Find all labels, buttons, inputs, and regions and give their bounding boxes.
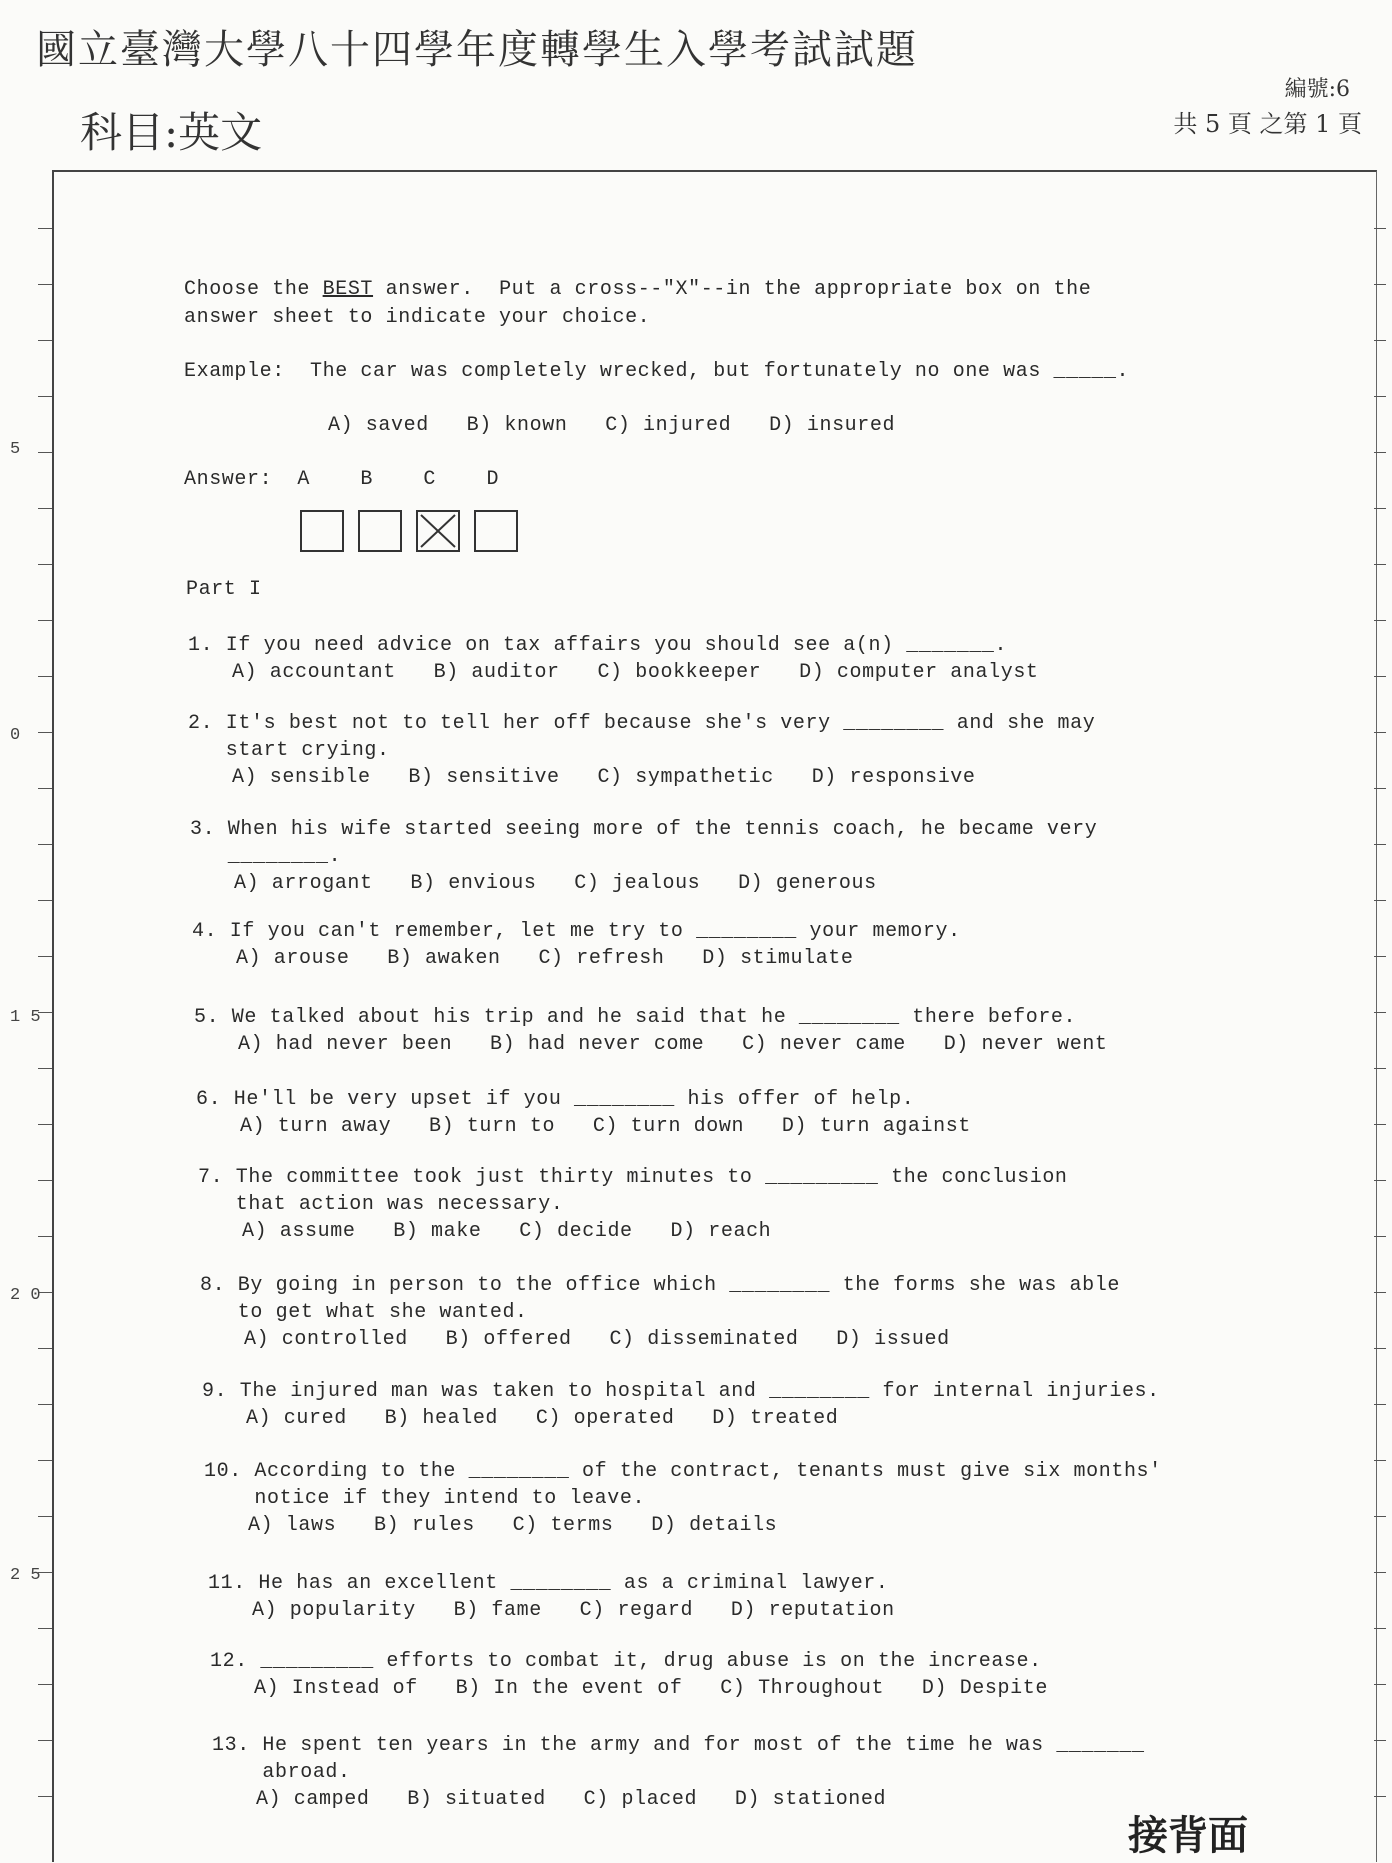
subject-label: 科目:英文 (80, 108, 263, 157)
question-text: notice if they intend to leave. (204, 1487, 646, 1510)
question-text: 7. The committee took just thirty minutes to _________ the conclusion (198, 1166, 1068, 1189)
right-tick (1374, 452, 1386, 453)
right-tick (1374, 228, 1386, 229)
question-text: 10. According to the ________ of the contract, tenants must give six months' (204, 1460, 1162, 1483)
right-tick (1374, 1572, 1386, 1573)
left-tick (38, 1740, 52, 1741)
left-tick (38, 788, 52, 789)
right-tick (1374, 1740, 1386, 1741)
left-tick (38, 1460, 52, 1461)
right-tick (1374, 1236, 1386, 1237)
right-tick (1374, 732, 1386, 733)
question-text: 1. If you need advice on tax affairs you should see a(n) _______. (188, 634, 1008, 657)
left-tick (38, 1180, 52, 1181)
right-tick (1374, 508, 1386, 509)
right-tick (1374, 1292, 1386, 1293)
right-tick (1374, 1180, 1386, 1181)
right-tick (1374, 1796, 1386, 1797)
left-tick (38, 1628, 52, 1629)
question-options: A) camped B) situated C) placed D) stationed (256, 1788, 887, 1811)
right-tick (1374, 340, 1386, 341)
right-tick (1374, 564, 1386, 565)
right-tick (1374, 1068, 1386, 1069)
question-options: A) assume B) make C) decide D) reach (242, 1220, 772, 1243)
answer-box-a (300, 510, 344, 552)
continue-on-back-note: 接背面 (1128, 1812, 1248, 1859)
left-tick (38, 1236, 52, 1237)
question-options: A) popularity B) fame C) regard D) reputation (252, 1599, 895, 1622)
answer-box-b (358, 510, 402, 552)
left-tick (38, 1404, 52, 1405)
question-options: A) laws B) rules C) terms D) details (248, 1514, 778, 1537)
exam-code: 編號:6 (1284, 77, 1350, 102)
question-text: 4. If you can't remember, let me try to ________ your memory. (192, 920, 961, 943)
question-text: to get what she wanted. (200, 1301, 528, 1324)
right-tick (1374, 1124, 1386, 1125)
question-text: abroad. (212, 1761, 351, 1784)
instructions-line-2: answer sheet to indicate your choice. (184, 306, 651, 329)
question-options: A) Instead of B) In the event of C) Throughout D) Despite (254, 1677, 1048, 1700)
right-tick (1374, 844, 1386, 845)
line-number-5: 5 (10, 440, 21, 459)
left-tick (38, 452, 52, 453)
question-text: 13. He spent ten years in the army and for most of the time he was _______ (212, 1734, 1145, 1757)
left-tick (38, 1124, 52, 1125)
left-tick (38, 1068, 52, 1069)
example-answer-label: Answer: A B C D (184, 468, 500, 491)
right-tick (1374, 396, 1386, 397)
answer-box-c (416, 510, 460, 552)
best-emphasis: BEST (322, 278, 374, 301)
left-tick (38, 1516, 52, 1517)
question-options: A) cured B) healed C) operated D) treated (246, 1407, 839, 1430)
question-options: A) had never been B) had never come C) never came D) never went (238, 1033, 1108, 1056)
question-options: A) arouse B) awaken C) refresh D) stimulate (236, 947, 854, 970)
line-number-15: 1 5 (10, 1008, 41, 1027)
left-tick (38, 564, 52, 565)
cross-mark-icon (418, 512, 458, 550)
question-options: A) accountant B) auditor C) bookkeeper D) computer analyst (232, 661, 1039, 684)
question-text: start crying. (188, 739, 390, 762)
right-tick (1374, 620, 1386, 621)
line-number-20: 2 0 (10, 1286, 41, 1305)
question-text: 2. It's best not to tell her off because she's very ________ and she may (188, 712, 1096, 735)
left-tick (38, 284, 52, 285)
instructions-line-1: Choose the BEST answer. Put a cross--"X"--in the appropriate box on the (184, 278, 1092, 301)
question-options: A) controlled B) offered C) disseminated D) issued (244, 1328, 950, 1351)
question-options: A) sensible B) sensitive C) sympathetic D) responsive (232, 766, 976, 789)
question-text: 11. He has an excellent ________ as a criminal lawyer. (208, 1572, 889, 1595)
left-tick (38, 844, 52, 845)
left-tick (38, 340, 52, 341)
right-tick (1374, 1628, 1386, 1629)
part-label: Part I (186, 578, 262, 601)
example-options: A) saved B) known C) injured D) insured (328, 414, 896, 437)
example-question: Example: The car was completely wrecked, but fortunately no one was _____. (184, 360, 1130, 383)
page-count: 共 5 頁 之第 1 頁 (1173, 110, 1362, 138)
right-tick (1374, 1404, 1386, 1405)
right-tick (1374, 1516, 1386, 1517)
question-text: 3. When his wife started seeing more of the tennis coach, he became very (190, 818, 1098, 841)
left-tick (38, 732, 52, 733)
right-tick (1374, 1348, 1386, 1349)
question-text: 8. By going in person to the office which ________ the forms she was able (200, 1274, 1120, 1297)
question-text: ________. (190, 845, 342, 868)
left-tick (38, 620, 52, 621)
right-tick (1374, 1460, 1386, 1461)
left-tick (38, 1348, 52, 1349)
right-tick (1374, 1012, 1386, 1013)
left-tick (38, 228, 52, 229)
exam-title: 國立臺灣大學八十四學年度轉學生入學考試試題 (36, 27, 918, 73)
question-options: A) turn away B) turn to C) turn down D) turn against (240, 1115, 971, 1138)
question-text: 9. The injured man was taken to hospital and ________ for internal injuries. (202, 1380, 1160, 1403)
question-text: 5. We talked about his trip and he said that he ________ there before. (194, 1006, 1077, 1029)
question-text: 12. _________ efforts to combat it, drug abuse is on the increase. (210, 1650, 1042, 1673)
right-tick (1374, 1684, 1386, 1685)
answer-boxes (300, 510, 518, 552)
right-tick (1374, 788, 1386, 789)
line-number-25: 2 5 (10, 1566, 41, 1585)
left-tick (38, 1684, 52, 1685)
answer-box-d (474, 510, 518, 552)
right-tick (1374, 900, 1386, 901)
question-options: A) arrogant B) envious C) jealous D) generous (234, 872, 877, 895)
left-tick (38, 956, 52, 957)
question-text: 6. He'll be very upset if you ________ his offer of help. (196, 1088, 915, 1111)
right-tick (1374, 284, 1386, 285)
left-tick (38, 1796, 52, 1797)
right-tick (1374, 956, 1386, 957)
question-text: that action was necessary. (198, 1193, 564, 1216)
left-tick (38, 508, 52, 509)
left-tick (38, 676, 52, 677)
right-tick (1374, 676, 1386, 677)
left-tick (38, 396, 52, 397)
line-number-10: 0 (10, 726, 21, 745)
left-tick (38, 900, 52, 901)
